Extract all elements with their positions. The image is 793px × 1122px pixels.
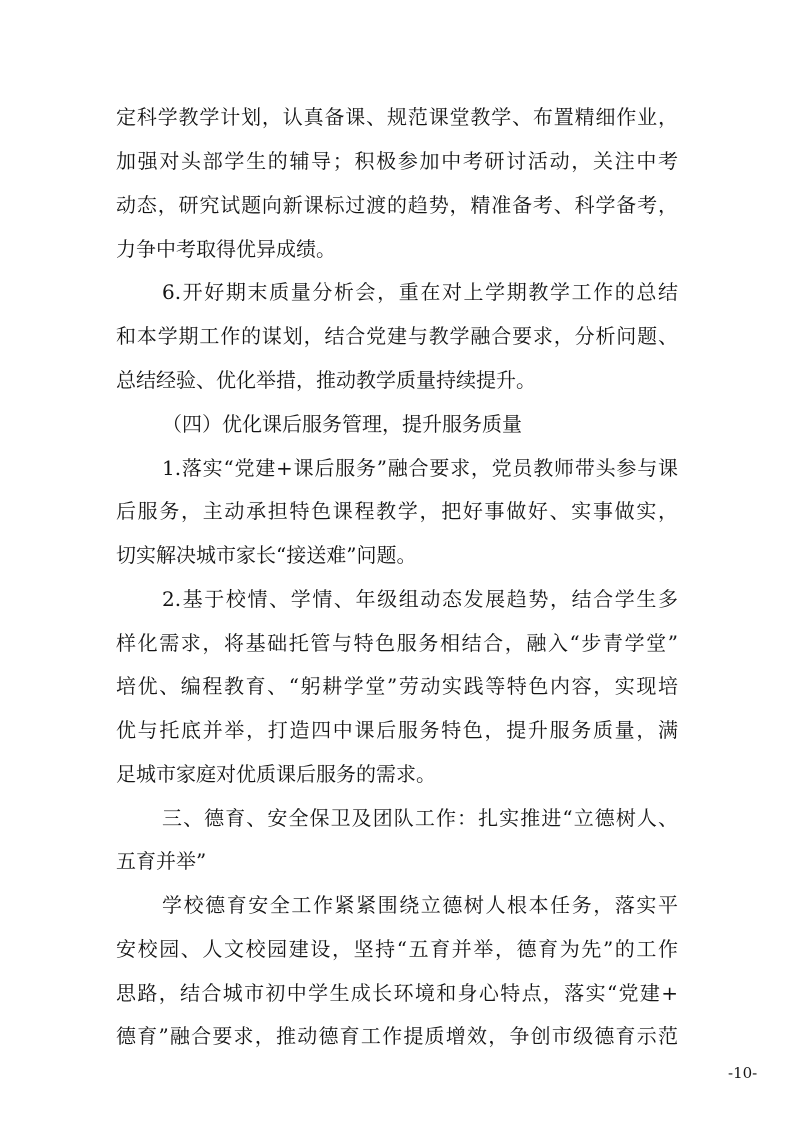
text-line: 德育”融合要求，推动德育工作提质增效，争创市级德育示范 xyxy=(116,1024,678,1048)
text-line: 定科学教学计划，认真备课、规范课堂教学、布置精细作业， xyxy=(116,105,678,129)
text-line: 6.开好期末质量分析会，重在对上学期教学工作的总结 xyxy=(162,280,678,304)
text-line: 思路，结合城市初中学生成长环境和身心特点，落实“党建+ xyxy=(116,981,678,1005)
text-line: 切实解决城市家长“接送难”问题。 xyxy=(116,543,417,567)
heading-line: 五育并举” xyxy=(116,849,207,873)
text-line: 安校园、人文校园建设，坚持“五育并举，德育为先”的工作 xyxy=(116,937,678,961)
heading-line: （四）优化课后服务管理，提升服务质量 xyxy=(162,412,522,436)
text-line: 后服务，主动承担特色课程教学，把好事做好、实事做实， xyxy=(116,499,678,523)
text-line: 和本学期工作的谋划，结合党建与教学融合要求，分析问题、 xyxy=(116,324,678,348)
text-line: 培优、编程教育、“躬耕学堂”劳动实践等特色内容，实现培 xyxy=(116,674,678,698)
text-line: 学校德育安全工作紧紧围绕立德树人根本任务，落实平 xyxy=(162,893,678,917)
page-number: -10- xyxy=(728,1064,758,1082)
text-line: 优与托底并举，打造四中课后服务特色，提升服务质量，满 xyxy=(116,718,678,742)
text-line: 样化需求，将基础托管与特色服务相结合，融入“步青学堂” xyxy=(116,631,678,655)
text-line: 总结经验、优化举措，推动教学质量持续提升。 xyxy=(116,368,536,392)
text-line: 力争中考取得优异成绩。 xyxy=(116,237,336,261)
text-line: 动态，研究试题向新课标过渡的趋势，精准备考、科学备考， xyxy=(116,193,678,217)
text-line: 加强对头部学生的辅导；积极参加中考研讨活动，关注中考 xyxy=(116,149,678,173)
heading-line: 三、德育、安全保卫及团队工作：扎实推进“立德树人、 xyxy=(162,806,678,830)
text-line: 足城市家庭对优质课后服务的需求。 xyxy=(116,762,436,786)
text-line: 2.基于校情、学情、年级组动态发展趋势，结合学生多 xyxy=(162,587,678,611)
text-line: 1.落实“党建+课后服务”融合要求，党员教师带头参与课 xyxy=(162,456,678,480)
